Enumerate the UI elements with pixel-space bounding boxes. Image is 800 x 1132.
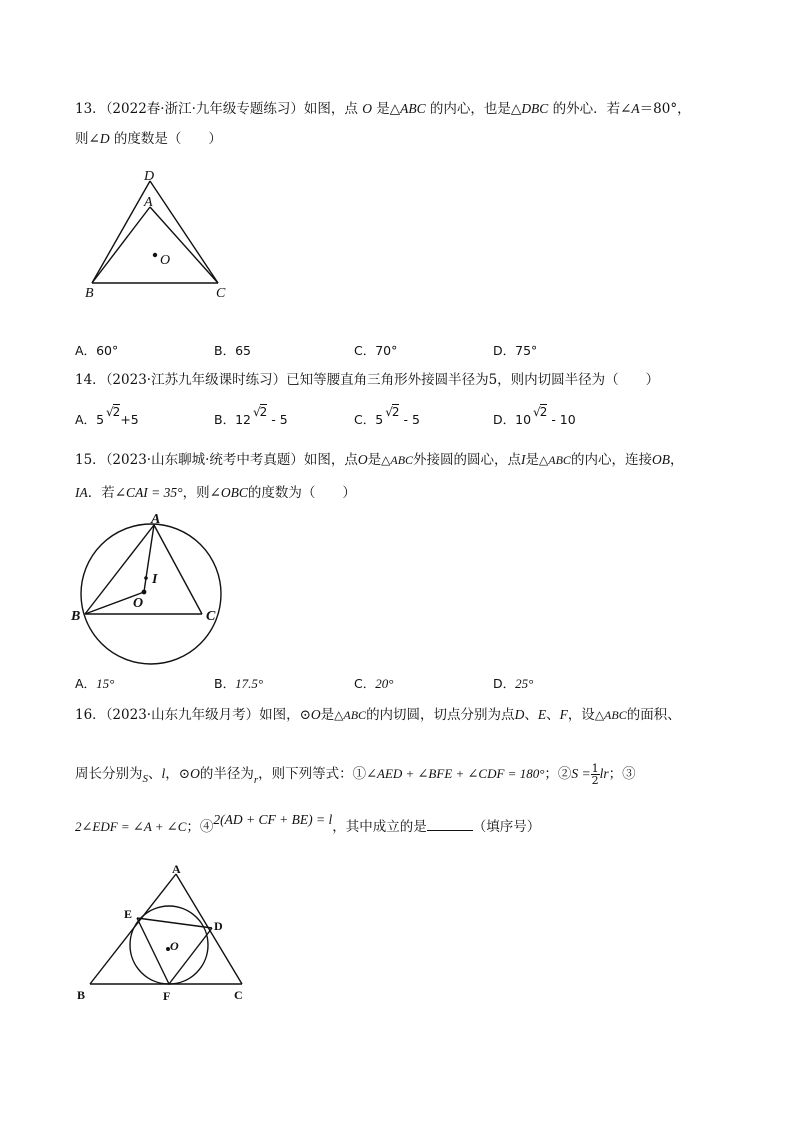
q16-line1 (75, 707, 681, 723)
q16-text: ；④ (186, 819, 214, 835)
q13-triangle-abc: ABC (400, 101, 426, 116)
q14-text: 已知等腰直角三角形外接圆半径为5，则内切圆半径为（ ） (286, 372, 660, 388)
q16-point-e: E (537, 707, 547, 722)
q15-text: 的度数为（ ） (247, 485, 356, 501)
fraction-numerator: 1 (591, 762, 599, 775)
option-letter: C． (354, 412, 376, 427)
q15-text: ，则 (182, 485, 210, 501)
q15-figure (68, 510, 238, 660)
option-letter: B． (214, 676, 236, 691)
q14-option-a[interactable] (75, 405, 139, 427)
option-coef: 12 (235, 412, 251, 427)
q16-circle-o: ⊙O (299, 707, 321, 722)
q13-text: ＝80°， (639, 101, 691, 117)
q13-text: 是△ (376, 101, 401, 117)
q13-text: 则∠ (75, 131, 100, 147)
q15-text: 是 (525, 452, 540, 468)
q16-line3 (75, 812, 541, 835)
option-coef: 5 (96, 412, 105, 427)
q16-text: ；② (544, 766, 572, 782)
q13-option-c[interactable] (354, 343, 397, 358)
q15-text: ．若 (87, 485, 115, 501)
q15-point-i: I (521, 452, 526, 467)
q16-answer-blank[interactable] (427, 818, 473, 831)
q15-option-c[interactable] (354, 676, 393, 692)
option-value: 75° (515, 343, 538, 358)
q15-text: 如图，点 (303, 452, 358, 468)
option-letter: A． (75, 412, 97, 427)
option-rest: +5 (120, 412, 139, 427)
q16-number: 16． (75, 707, 106, 723)
q16-text: 的面积、 (626, 707, 681, 723)
q16-label-b: B (77, 988, 86, 1002)
q16-text: 的内切圆，切点分别为点 (366, 707, 515, 723)
option-letter: A． (75, 343, 97, 358)
option-letter: C． (354, 343, 376, 358)
q15-angle-cai: ∠CAI = 35° (114, 485, 183, 500)
q15-option-d[interactable] (493, 676, 533, 692)
q16-area-s: S (142, 773, 148, 785)
q14-line1 (75, 372, 659, 388)
q16-text: （填序号） (472, 819, 541, 835)
q15-line1 (75, 452, 683, 468)
option-value: 25° (515, 676, 534, 691)
q16-text: ，则下列等式：① (258, 766, 367, 782)
option-value: 20° (375, 676, 394, 691)
q16-text: 、 (546, 707, 560, 723)
q16-label-e: E (124, 907, 133, 921)
q16-equation-4-coef: 2 (213, 812, 221, 827)
q16-text: ， (165, 766, 179, 782)
option-radicand: 2 (259, 405, 268, 419)
q13-figure (80, 165, 250, 305)
q15-label-c: C (206, 609, 216, 624)
q16-label-c: C (234, 988, 243, 1002)
q13-line2 (75, 131, 222, 147)
option-radicand: 2 (112, 405, 121, 419)
option-letter: C． (354, 676, 376, 691)
option-value: 70° (375, 343, 398, 358)
q14-option-c[interactable] (354, 405, 420, 427)
q15-label-b: B (71, 609, 81, 624)
q13-option-b[interactable] (214, 343, 251, 358)
q13-text: 的度数是（ ） (113, 131, 222, 147)
option-coef: 5 (375, 412, 384, 427)
q13-source: （2022春·浙江·九年级专题练习） (105, 101, 304, 117)
q13-label-o: O (160, 253, 171, 268)
q16-equation-2-left: S = (571, 766, 591, 781)
q15-text: 外接圆的圆心，点 (413, 452, 522, 468)
q15-triangle-abc: △ABC (381, 453, 414, 467)
q16-point-f: F (559, 707, 568, 722)
option-value: 17.5° (235, 676, 264, 691)
q16-label-d: D (214, 919, 223, 933)
q16-text: ；③ (608, 766, 636, 782)
q15-label-o: O (133, 596, 144, 611)
q13-option-a[interactable] (75, 343, 118, 358)
option-value: 65 (235, 343, 251, 358)
q15-line2 (75, 485, 356, 501)
q14-option-d[interactable] (493, 405, 576, 427)
option-value: 15° (96, 676, 115, 691)
q16-perimeter-l: l (161, 766, 166, 781)
q13-label-d: D (144, 169, 155, 184)
q16-label-o: O (170, 939, 179, 953)
q15-segment-ia: IA (75, 485, 88, 500)
q15-triangle-abc: △ABC (539, 453, 571, 467)
option-radicand: 2 (539, 405, 548, 419)
q16-text: 、 (524, 707, 538, 723)
q13-label-b: B (85, 286, 94, 301)
option-coef: 10 (515, 412, 532, 427)
option-rest: - 5 (267, 412, 288, 427)
q13-text: 如图，点 (303, 101, 358, 117)
option-radicand: 2 (391, 405, 400, 419)
q15-point-o-dot (142, 590, 147, 595)
q16-radius-r: r (253, 774, 259, 786)
q15-segment-ob: OB (651, 452, 670, 467)
q15-option-a[interactable] (75, 676, 114, 692)
q15-number: 15． (75, 452, 106, 468)
q13-line1 (75, 101, 691, 117)
option-letter: B． (214, 343, 236, 358)
q16-figure (72, 860, 262, 1010)
q16-text: ，其中成立的是 (332, 819, 427, 835)
q16-equation-4 (213, 812, 332, 828)
q15-source: （2023·山东聊城·统考中考真题） (105, 452, 304, 468)
option-rest: - 10 (547, 412, 576, 427)
q15-label-a: A (151, 512, 161, 527)
q16-text: 周长分别为 (75, 766, 143, 782)
option-letter: D． (493, 412, 516, 427)
q15-text: 的内心，连接 (570, 452, 652, 468)
q14-number: 14． (75, 372, 106, 388)
q14-source: （2023·江苏九年级课时练习） (105, 372, 287, 388)
option-letter: B． (214, 412, 236, 427)
q16-equation-1: ∠AED + ∠BFE + ∠CDF = 180° (366, 766, 545, 781)
q16-label-a: A (172, 862, 181, 876)
option-rest: - 5 (399, 412, 420, 427)
q16-line2 (75, 763, 636, 787)
q13-label-a: A (144, 195, 153, 210)
q16-equation-2-right: lr (599, 766, 609, 781)
q15-angle-obc: ∠OBC (209, 485, 248, 500)
q15-point-o: O (357, 452, 368, 467)
q16-circle-o: ⊙O (178, 766, 200, 781)
q16-triangle-abc: △ABC (594, 708, 627, 722)
q16-label-f: F (163, 989, 171, 1003)
q16-equation-4-paren: (AD + CF + BE) (220, 812, 313, 827)
q16-text: 是 (320, 707, 335, 723)
q13-angle-a: A (631, 101, 640, 116)
option-letter: A． (75, 676, 97, 691)
q15-option-b[interactable] (214, 676, 263, 692)
q16-triangle-abc: △ABC (334, 708, 367, 722)
q13-label-c: C (216, 286, 226, 301)
q13-triangle-dbc: DBC (521, 101, 549, 116)
option-value: 60° (96, 343, 119, 358)
q15-text: ， (669, 452, 684, 468)
q16-text: ，设 (567, 707, 595, 723)
option-letter: D． (493, 676, 516, 691)
q13-text: 的外心．若∠ (552, 101, 632, 117)
q16-text: 、 (148, 766, 162, 782)
q16-source: （2023·山东九年级月考） (105, 707, 260, 723)
q16-text: 的半径为 (199, 766, 254, 782)
q14-option-b[interactable] (214, 405, 288, 427)
q15-label-i: I (152, 572, 158, 587)
q13-point-o: O (362, 101, 372, 116)
q13-number: 13． (75, 101, 106, 117)
q13-option-d[interactable] (493, 343, 537, 358)
q16-equation-2-fraction (591, 763, 600, 786)
q13-angle-d: D (99, 131, 110, 146)
q15-text: 是 (367, 452, 382, 468)
q16-text: 如图， (259, 707, 300, 723)
q13-point-o-dot (153, 253, 157, 257)
fraction-denominator: 2 (591, 774, 599, 787)
q16-equation-4-right: = l (312, 812, 333, 827)
q16-equation-3: 2∠EDF = ∠A + ∠C (75, 819, 187, 834)
q13-text: 的内心，也是△ (429, 101, 522, 117)
q15-point-i-dot (144, 576, 148, 580)
option-letter: D． (493, 343, 516, 358)
q16-point-d: D (514, 707, 525, 722)
